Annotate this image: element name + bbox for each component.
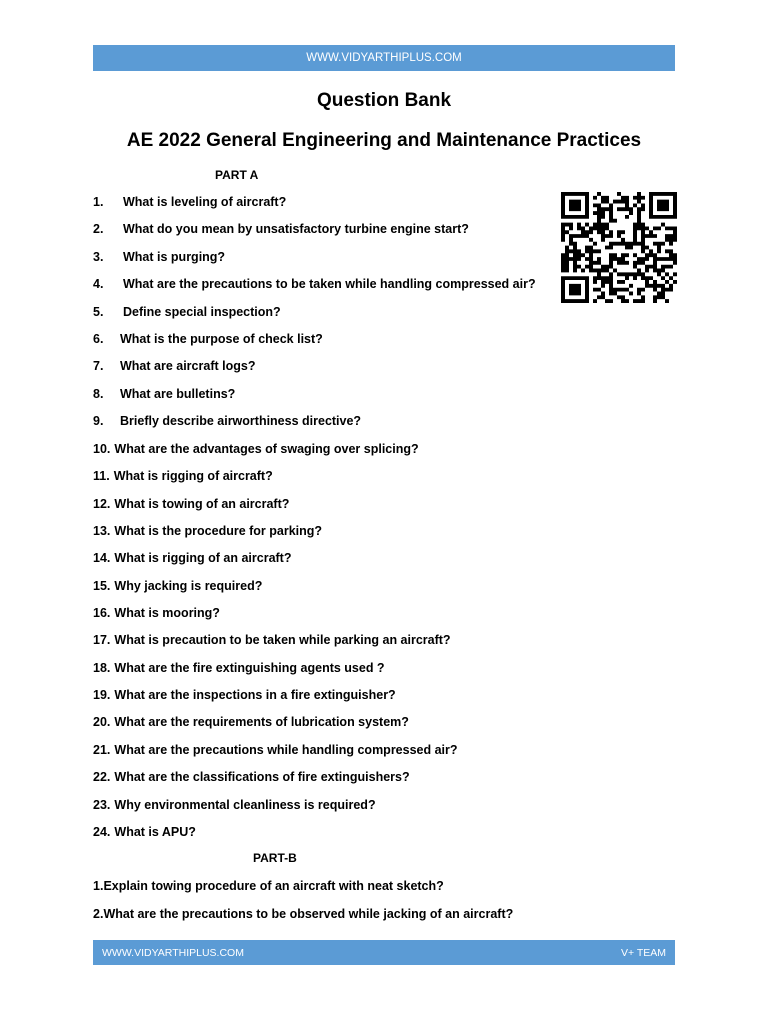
question-number: 6.	[93, 332, 104, 346]
question-number: 17.	[93, 633, 111, 647]
question-row	[93, 386, 235, 402]
question-row	[93, 468, 273, 484]
question-number: 13.	[93, 524, 111, 538]
question-number: 1.	[93, 879, 104, 893]
footer-team-text: V+ TEAM	[620, 946, 666, 959]
question-text: What is precaution to be taken while parking an aircraft?	[114, 633, 451, 647]
question-row	[93, 221, 469, 237]
question-number: 15.	[93, 579, 111, 593]
question-row	[93, 441, 419, 457]
question-row	[93, 496, 289, 512]
question-number: 16.	[93, 606, 111, 620]
question-row	[93, 797, 376, 813]
question-text: What is purging?	[123, 250, 226, 264]
question-text: Define special inspection?	[123, 305, 281, 319]
question-text: What are the classifications of fire extinguishers?	[114, 770, 410, 784]
question-row	[93, 331, 323, 347]
question-text: What is the purpose of check list?	[120, 332, 323, 346]
footer-banner	[93, 940, 675, 965]
question-row	[93, 249, 225, 265]
question-number: 8.	[93, 387, 104, 401]
question-text: What are the inspections in a fire extinguisher?	[114, 688, 396, 702]
question-number: 12.	[93, 497, 111, 511]
question-row	[93, 358, 255, 374]
part-a-label: PART A	[215, 168, 259, 182]
question-text: Why jacking is required?	[114, 579, 263, 593]
question-number: 24.	[93, 825, 111, 839]
question-text: What are the precautions to be observed while jacking of an aircraft?	[103, 907, 514, 921]
question-text: What is towing of an aircraft?	[114, 497, 290, 511]
question-text: What is rigging of aircraft?	[113, 469, 273, 483]
question-number: 10.	[93, 442, 111, 456]
header-banner	[93, 45, 675, 71]
question-row	[93, 906, 513, 922]
question-number: 18.	[93, 661, 111, 675]
question-row	[93, 276, 536, 292]
part-b-label: PART-B	[253, 851, 297, 865]
question-number: 7.	[93, 359, 104, 373]
question-row	[93, 742, 458, 758]
question-text: What are the advantages of swaging over splicing?	[114, 442, 419, 456]
question-number: 20.	[93, 715, 111, 729]
question-text: What is APU?	[114, 825, 196, 839]
header-site-text[interactable]: WWW.VIDYARTHIPLUS.COM	[306, 52, 462, 64]
footer-site-text[interactable]: WWW.VIDYARTHIPLUS.COM	[102, 946, 244, 959]
question-number: 3.	[93, 250, 104, 264]
question-number: 14.	[93, 551, 111, 565]
question-row	[93, 550, 291, 566]
question-row	[93, 632, 451, 648]
question-row	[93, 413, 361, 429]
question-row	[93, 769, 410, 785]
question-text: What are the fire extinguishing agents used ?	[114, 661, 385, 675]
question-text: What are bulletins?	[120, 387, 236, 401]
question-number: 23.	[93, 798, 111, 812]
question-number: 9.	[93, 414, 104, 428]
question-text: What is the procedure for parking?	[114, 524, 323, 538]
question-number: 21.	[93, 743, 111, 757]
question-number: 11.	[93, 469, 110, 483]
question-number: 2.	[93, 907, 104, 921]
question-row	[93, 660, 385, 676]
question-row	[93, 687, 396, 703]
question-row	[93, 194, 286, 210]
question-row	[93, 304, 281, 320]
page-title: Question Bank	[316, 90, 452, 111]
question-text: What is rigging of an aircraft?	[114, 551, 292, 565]
question-row	[93, 714, 409, 730]
question-number: 1.	[93, 195, 104, 209]
question-text: What do you mean by unsatisfactory turbine engine start?	[123, 222, 469, 236]
question-row	[93, 824, 196, 840]
question-number: 5.	[93, 305, 104, 319]
question-row	[93, 578, 262, 594]
question-number: 19.	[93, 688, 111, 702]
question-row	[93, 878, 444, 894]
question-text: Why environmental cleanliness is required?	[114, 798, 376, 812]
question-row	[93, 523, 322, 539]
question-text: What are the requirements of lubrication system?	[114, 715, 409, 729]
page-subtitle: AE 2022 General Engineering and Maintenance Practices	[126, 130, 642, 151]
qr-code-icon[interactable]	[561, 192, 677, 303]
question-row	[93, 605, 220, 621]
question-text: Explain towing procedure of an aircraft with neat sketch?	[103, 879, 444, 893]
question-text: What are aircraft logs?	[120, 359, 256, 373]
question-text: What are the precautions to be taken while handling compressed air?	[123, 277, 536, 291]
question-text: What is mooring?	[114, 606, 220, 620]
question-text: Briefly describe airworthiness directive?	[120, 414, 362, 428]
question-number: 2.	[93, 222, 104, 236]
question-text: What is leveling of aircraft?	[123, 195, 287, 209]
question-number: 4.	[93, 277, 104, 291]
question-text: What are the precautions while handling compressed air?	[114, 743, 458, 757]
question-number: 22.	[93, 770, 111, 784]
